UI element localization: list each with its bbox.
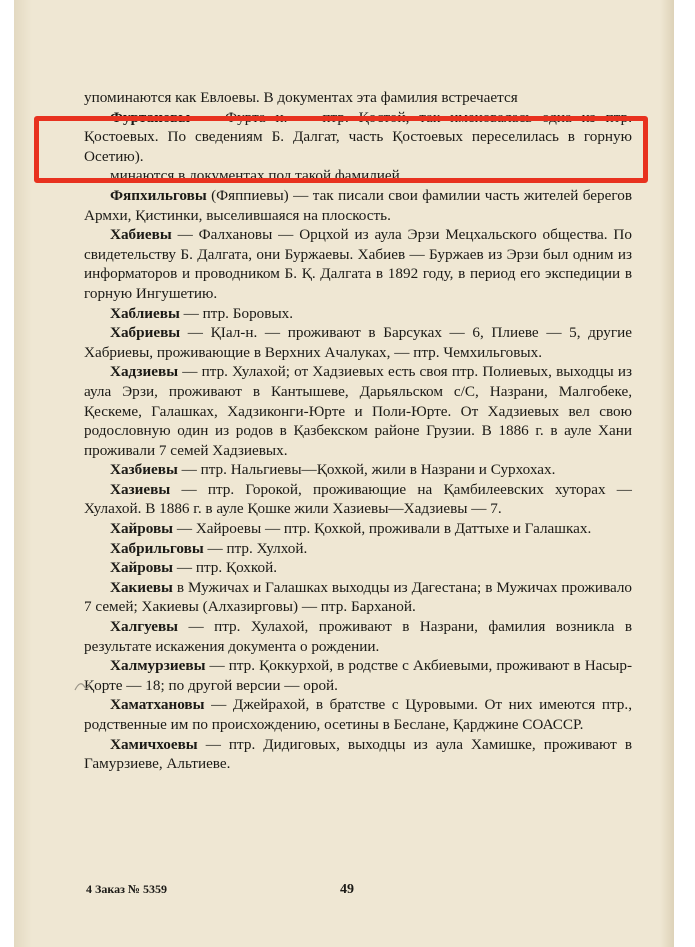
entry-surname: Хабрильговы (110, 539, 204, 557)
entry-text: в Мужичах и Галашках выходцы из Дагестана; в Мужичах проживало 7 семей; Хакиевы (Алхазирговы) — птр. Барханой. (84, 578, 632, 616)
entry-paragraph (84, 362, 632, 460)
entry-surname: Фяпхильговы (110, 186, 207, 204)
entry-surname: Хабиевы (110, 226, 172, 244)
page-shadow-right (660, 0, 674, 947)
entry-surname: Фуртановы (110, 108, 191, 126)
entry-surname: Хаблиевы (110, 304, 180, 322)
entries-list (84, 108, 632, 774)
entry-text: — ҚІал-н. — проживают в Барсуках — 6, Плиеве — 5, другие Хабриевы, проживающие в Верхних Ачалуках, — птр. Чемхильговых. (84, 324, 632, 361)
entry-text: — птр. Нальгиевы—Қохкой, жили в Назрани и Сурхохах. (177, 461, 556, 479)
entry-paragraph (84, 735, 632, 774)
entry-text: — птр. Хулахой; от Хадзиевых есть своя птр. Полиевых, выходцы из аула Эрзи, проживают в Кантышеве, Дарьяльском с/С, Назрани, Малгобеке, Қескеме, Галашках, Хадзиконги-Юрте и Поли-Юрте. От Хадзиевых вел свою родословную один из родов в Қазбекском районе Грузии. В 1886 г. в ауле Хани проживали 7 семей Хадзиевых. (84, 363, 632, 459)
page-text (84, 88, 632, 774)
entry-paragraph (84, 323, 632, 362)
entry-paragraph (84, 578, 632, 617)
entry-surname: Халмурзиевы (110, 657, 206, 675)
entry-paragraph (84, 186, 632, 225)
footer-order: 4 Заказ № 5359 (86, 882, 167, 896)
entry-paragraph (84, 304, 632, 324)
entry-text: — птр. Хулахой, проживают в Назрани, фамилия возникла в результате искажения документа о рождении. (84, 618, 632, 655)
entry-paragraph (84, 695, 632, 734)
entry-text: — птр. Хулхой. (203, 539, 308, 557)
entry-surname: Хайровы (110, 520, 174, 538)
entry-surname: Хакиевы (110, 578, 173, 596)
entry-surname: Хайровы (110, 559, 174, 577)
highlight-box (34, 116, 648, 183)
entry-surname: Хадзиевы (110, 363, 179, 381)
top-line: упоминаются как Евлоевы. В документах эта фамилия встречается (84, 89, 518, 106)
entry-text: — Фалхановы — Орцхой из аула Эрзи Мецхальского общества. По свидетельству Б. Далгата, они Буржаевы. Хабиев — Буржаев из Эрзи был одним из информаторов и проводником Б. Қ. Далгата в 1892 году, в период его экспедиции в горную Ингушетию. (84, 226, 632, 302)
entry-paragraph (84, 617, 632, 656)
entry-paragraph (84, 539, 632, 559)
entry-paragraph (84, 519, 632, 539)
entry-paragraph (84, 460, 632, 480)
page-shadow-left (14, 0, 32, 947)
entry-surname: Хамичхоевы (110, 735, 198, 753)
entry-paragraph (84, 225, 632, 303)
entry-text: — птр. Қоккурхой, в родстве с Акбиевыми, проживают в Насыр-Қорте — 18; по другой версии — орой. (84, 657, 632, 694)
entry-text: — птр. Боровых. (179, 304, 294, 322)
entry-surname: Хазбиевы (110, 461, 178, 479)
entry-text: — Хайроевы — птр. Қохкой, проживали в Даттыхе и Галашках. (173, 520, 592, 538)
entry-text: минаются в документах под такой фамилией. (110, 167, 404, 185)
page-number: 49 (340, 882, 354, 897)
entry-surname: Халгуевы (110, 618, 179, 636)
entry-paragraph (84, 656, 632, 695)
entry-surname: Хабриевы (110, 324, 181, 342)
entry-text: — птр. Дидиговых, выходцы из аула Хамишке, проживают в Гамурзиеве, Альтиеве. (84, 735, 632, 773)
entry-surname: Хаматхановы (110, 696, 205, 714)
entry-text: — птр. Қохкой. (173, 559, 278, 577)
pencil-mark-icon (72, 676, 92, 696)
entry-surname: Хазиевы (110, 480, 171, 498)
entry-text: — Фурта н. — птр. Қостой, так именовалась одна из птр. Қостоевых. По сведениям Б. Далгат, часть Қостоевых переселилась в горную Осетию). (84, 108, 632, 165)
entry-text: — Джейрахой, в братстве с Цуровыми. От них имеются птр., родственные им по происхождению, осетины в Беслане, Қарджине СОАССР. (84, 696, 632, 733)
entry-paragraph (84, 480, 632, 519)
entry-text: (Фяппиевы) — так писали свои фамилии часть жителей берегов Армхи, Қистинки, выселившаяся на плоскость. (84, 186, 632, 224)
entry-paragraph (84, 558, 632, 578)
entry-text: — птр. Горокой, проживающие на Қамбилеевских хуторах — Хулахой. В 1886 г. в ауле Қошке жили Хазиевы—Хадзиевы — 7. (84, 480, 632, 518)
